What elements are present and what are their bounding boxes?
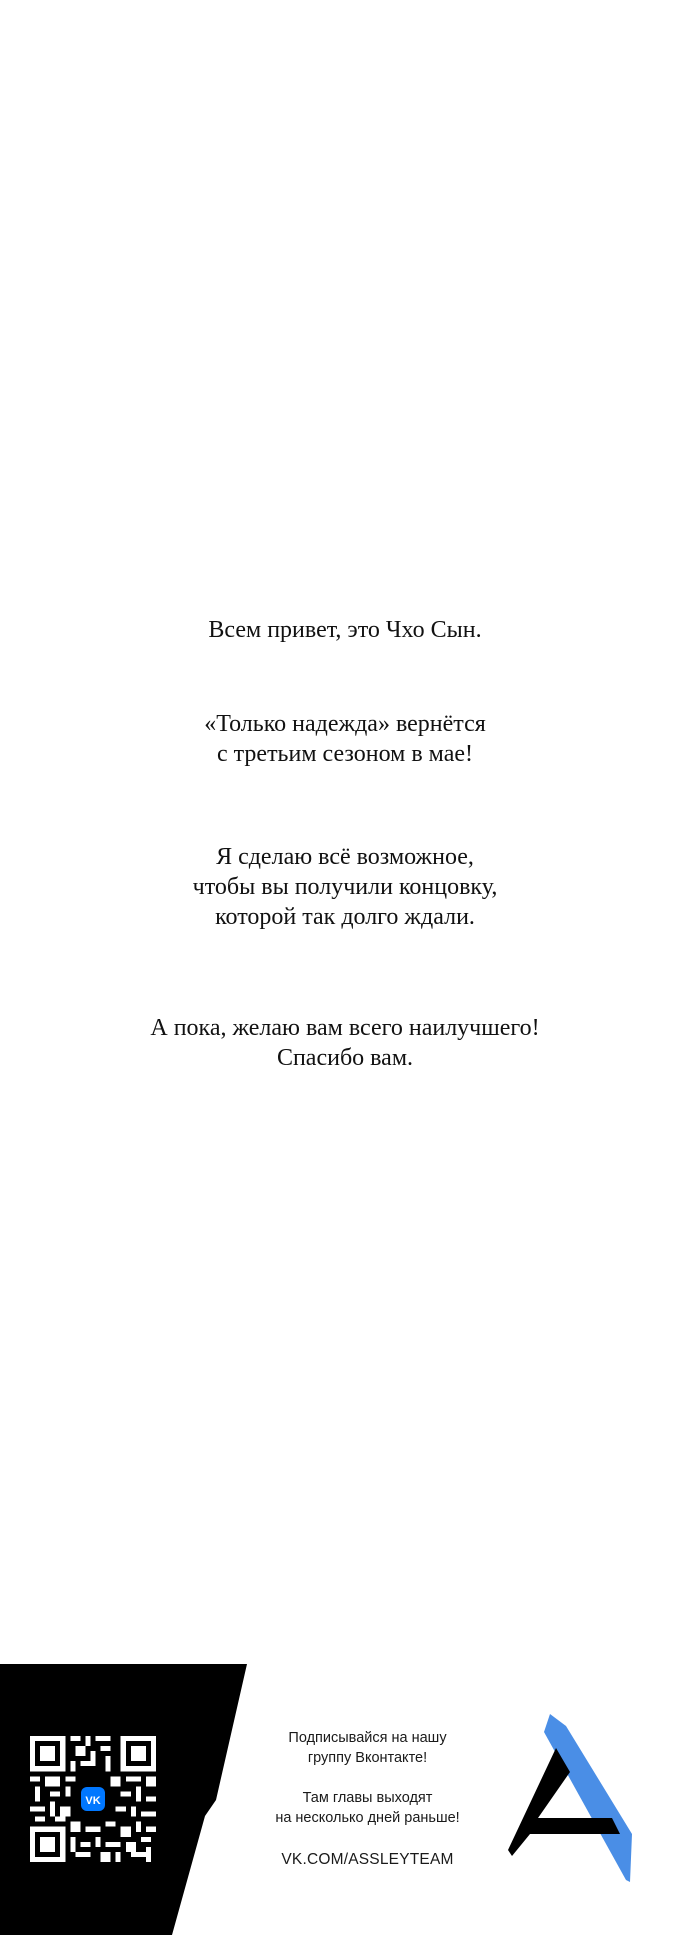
vk-logo-icon <box>78 1784 108 1814</box>
message-line: Я сделаю всё возможное, <box>216 844 474 870</box>
message-line: чтобы вы получили концовку, <box>192 874 498 900</box>
message-season-announcement <box>0 709 690 769</box>
promo-early-chapters-text <box>255 1788 480 1828</box>
message-line: с третьим сезоном в мае! <box>216 741 473 767</box>
promo-line: Подписывайся на нашу <box>288 1730 447 1746</box>
message-line: «Только надежда» вернётся <box>204 711 486 737</box>
message-greeting <box>0 615 690 645</box>
promo-line: Там главы выходят <box>302 1790 433 1806</box>
promo-subscribe-text <box>255 1728 480 1768</box>
promo-url-link[interactable]: VK.COM/ASSLEYTEAM <box>281 1851 454 1868</box>
promo-line: на несколько дней раньше! <box>275 1810 460 1826</box>
message-farewell <box>0 1013 690 1073</box>
message-promise <box>0 842 690 932</box>
message-line: Всем привет, это Чхо Сын. <box>208 617 482 643</box>
brand-a-logo-icon <box>508 1714 634 1884</box>
footer-banner <box>0 1664 690 1935</box>
message-line: Спасибо вам. <box>276 1045 414 1071</box>
vk-logo-label: VK <box>85 1795 101 1807</box>
message-line: А пока, желаю вам всего наилучшего! <box>150 1015 540 1041</box>
promo-line: группу Вконтакте! <box>307 1750 428 1766</box>
message-line: которой так долго ждали. <box>215 904 475 930</box>
